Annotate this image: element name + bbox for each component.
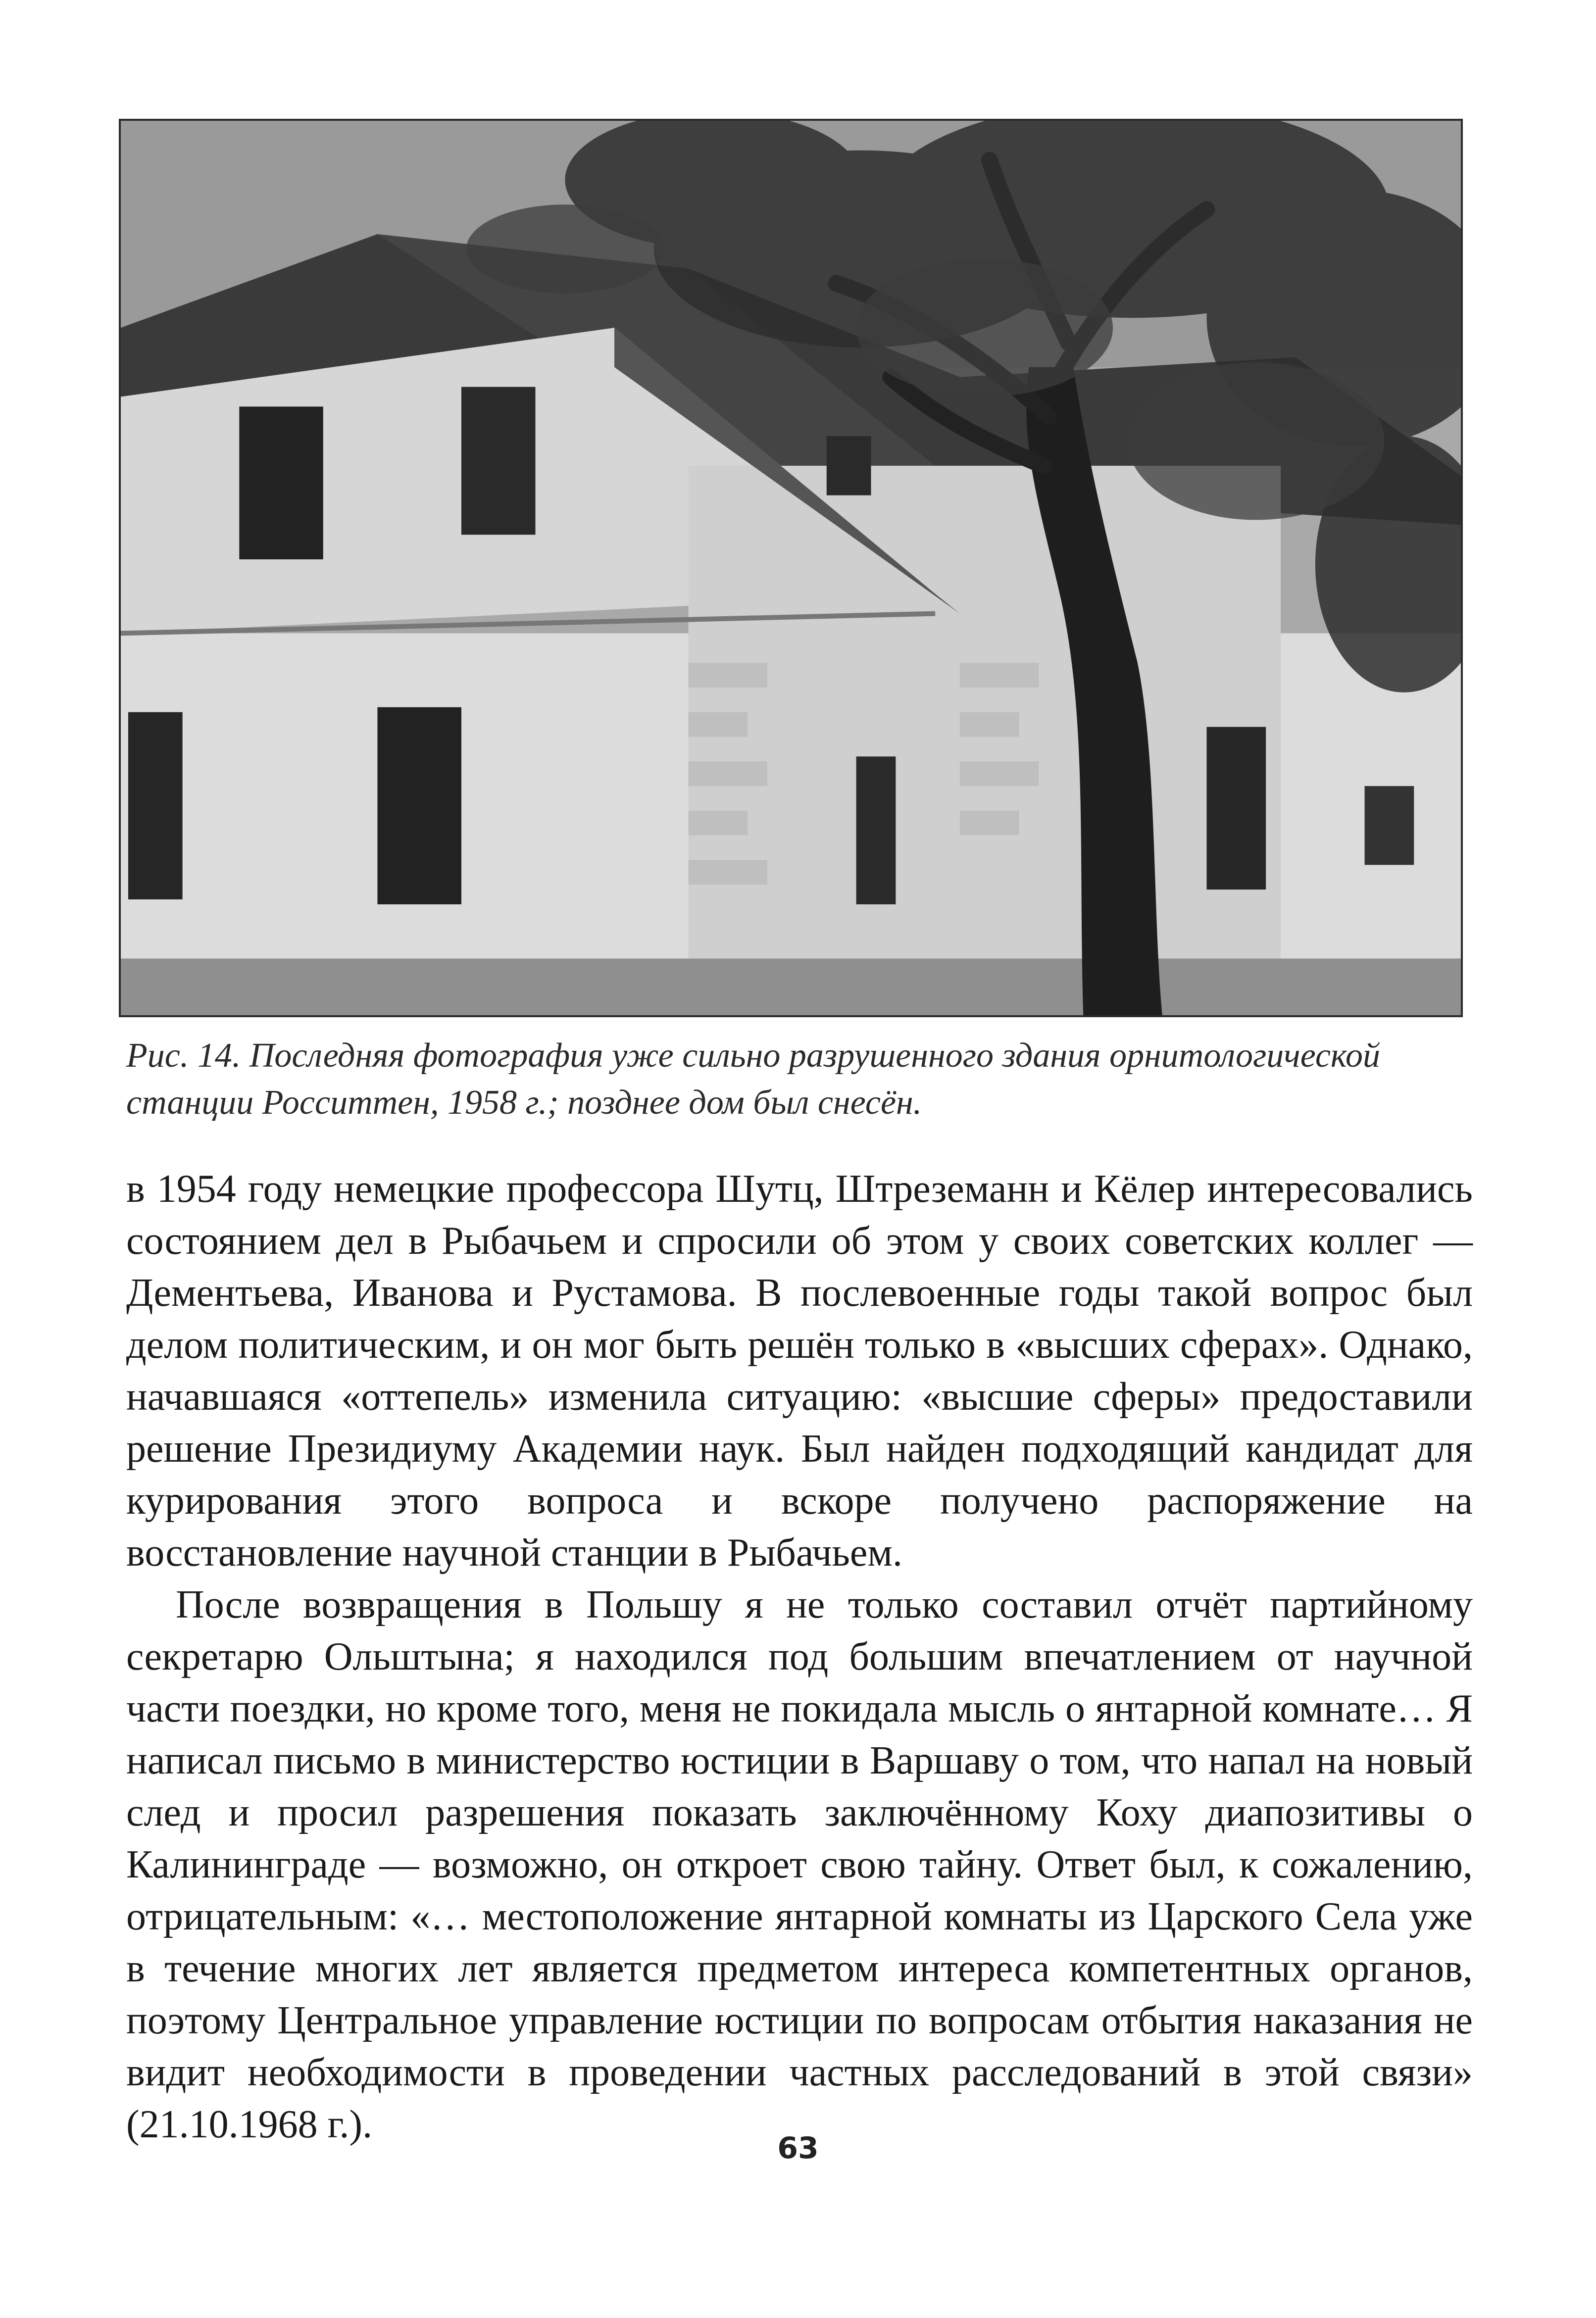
paragraph: После возвращения в Польшу я не только составил отчёт партийному секретарю Ольштына; я находился под большим впечатлением от научной части поездки, но кроме того, меня не покидала мысль о янтарной комнате… Я написал письмо в министерство юстиции в Варшаву о том, что напал на новый след и просил разрешения показать заключённому Коху диапозитивы о Калининграде — возможно, он откроет свою тайну. Ответ был, к сожалению, отрицательным: «… местоположение янтарной комнаты из Царского Села уже в течение многих лет является предметом интереса компетентных органов, поэтому Центральное управление юстиции по вопросам отбытия наказания не видит необходимости в проведении частных расследований в этой связи» (21.10.1968 г.). xyxy=(126,1583,1473,2146)
page-number: 63 xyxy=(777,2131,819,2166)
figure-photo xyxy=(119,119,1463,1017)
building-photo-illustration xyxy=(121,121,1461,1015)
body-text xyxy=(126,1163,1473,2151)
paragraph: в 1954 году немецкие профессора Шутц, Штреземанн и Кёлер интересовались состоянием дел в Рыбачьем и спросили об этом у своих советских коллег — Дементьева, Иванова и Рустамова. В послевоенные годы такой вопрос был делом политическим, и он мог быть решён только в «высших сферах». Однако, начавшаяся «оттепель» изменила ситуацию: «высшие сферы» предоставили решение Президиуму Академии наук. Был найден подходящий кандидат для курирования этого вопроса и вскоре получено распоряжение на восстановление научной станции в Рыбачьем. xyxy=(126,1167,1473,1575)
figure-caption: Рис. 14. Последняя фотография уже сильно разрушенного здания орнитологической станции Росситтен, 1958 г.; позднее дом был снесён. xyxy=(126,1036,1380,1122)
